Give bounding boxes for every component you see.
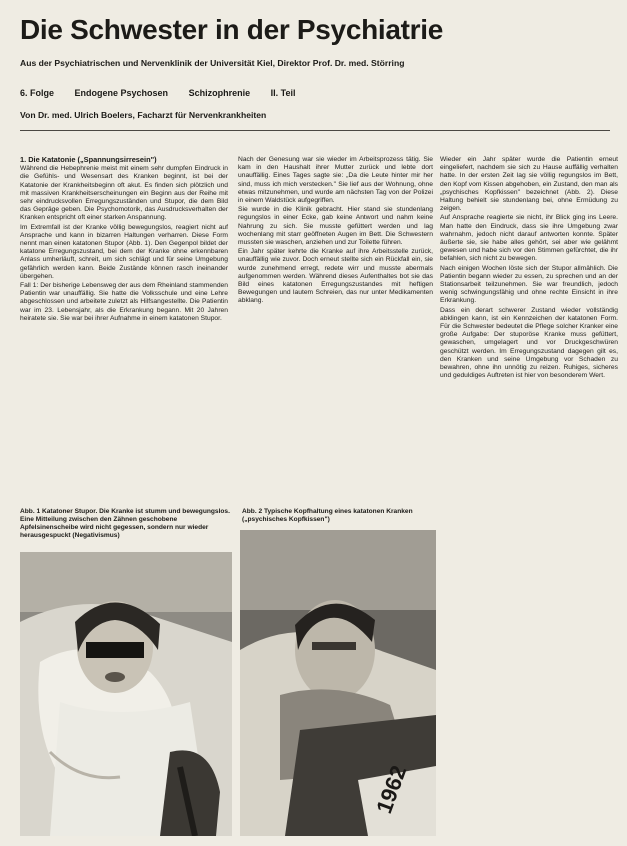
blanket-number-text: 1962 bbox=[371, 762, 412, 817]
figure-1-photo-image bbox=[20, 552, 232, 836]
figure-1-photo bbox=[20, 552, 232, 836]
series-subtopic: Schizophrenie bbox=[188, 88, 251, 98]
section-heading: 1. Die Katatonie („Spannungsirresein") bbox=[20, 156, 157, 164]
article-title: Die Schwester in der Psychiatrie bbox=[20, 14, 444, 45]
text-column-3 bbox=[440, 156, 618, 846]
figure-2-photo-image bbox=[240, 530, 436, 836]
figure-2-photo bbox=[240, 530, 436, 836]
series-line bbox=[20, 88, 620, 98]
series-topic: Endogene Psychosen bbox=[74, 88, 169, 98]
paragraph: Während die Hebephrenie meist mit einem sehr dumpfen Eindruck in die Gefühls- und Wesensart des Kranken beginnt, ist bei der Katatonie der Krankheitsbeginn oft akut. Es finden sich plötzlich und mit massiven Krankheitserscheinungen ein Beginn aus der Reihe mit sehr eindrucksvollen Erregungszuständen und Stupor, die dem Bild das Gepräge geben. Die Psychomotorik, das Ausdrucksverhalten der Kranken entspricht oft einer starken Anspannung. bbox=[20, 165, 228, 222]
paragraph: Ein Jahr später kehrte die Kranke auf ihre Arbeitsstelle zurück, unauffällig wie zuvor. Doch erneut stellte sich ein Rückfall ein, sie wurde zunehmend erregt, redete wirr und musste abermals aufgenommen werden. Während dieses Aufenthaltes bot sie das Bild eines katatonen Erregungszustandes mit heftigen Bewegungen und lautem Schreien, das nur unter Medikamenten abklang. bbox=[238, 248, 433, 305]
author-line: Von Dr. med. Ulrich Boelers, Facharzt für Nervenkrankheiten bbox=[20, 110, 267, 120]
header-rule bbox=[20, 130, 610, 131]
paragraph: Nach der Genesung war sie wieder im Arbeitsprozess tätig. Sie kam in den Haushalt ihrer Mutter zurück und lebte dort unauffällig. Eines Tages sagte sie: „Da die Leute hinter mir her sind, muss ich mich verstecken." Sie lief aus der Wohnung, ohne etwas mitzunehmen, und wurde am nächsten Tag von der Polizei in einem Waldstück aufgegriffen. bbox=[238, 156, 433, 205]
figure-2-caption: Abb. 2 Typische Kopfhaltung eines katatonen Kranken („psychisches Kopfkissen") bbox=[242, 508, 413, 523]
series-installment: II. Teil bbox=[270, 88, 296, 98]
text-column-2 bbox=[238, 156, 433, 474]
series-part: 6. Folge bbox=[20, 88, 55, 98]
paragraph: Im Extremfall ist der Kranke völlig bewegungslos, reagiert nicht auf Ansprache und kann in bizarren Haltungen verharren. Diese Form nennt man einen katatonen Stupor (Abb. 1). Den Gegenpol bildet der katatone Erregungszustand, bei dem der Kranke ohne erkennbaren Anlass umherläuft, schreit, um sich schlägt und für seine Umgebung gefährlich werden kann. Beide Zustände können rasch ineinander übergehen. bbox=[20, 223, 228, 280]
text-column-1 bbox=[20, 156, 228, 496]
figure-1-caption: Abb. 1 Katatoner Stupor. Die Kranke ist stumm und bewegungslos. Eine Mitteilung zwischen den Zähnen geschobene Apfelsinenscheibe wird nicht gegessen, sondern nur wieder herausgespuckt (Negativismus) bbox=[20, 508, 230, 539]
article-subtitle: Aus der Psychiatrischen und Nervenklinik der Universität Kiel, Direktor Prof. Dr. med. Störring bbox=[20, 58, 405, 68]
paragraph: Wieder ein Jahr später wurde die Patientin erneut eingeliefert, nachdem sie sich zu Hause auffällig verhalten hatte. In der ersten Zeit lag sie völlig regungslos im Bett, den Kopf vom Kissen abgehoben, ein Zustand, den man als „psychisches Kopfkissen" bezeichnet (Abb. 2). Diese Haltung behielt sie stundenlang bei, ohne Ermüdung zu zeigen. bbox=[440, 156, 618, 213]
paragraph: Dass ein derart schwerer Zustand wieder vollständig abklingen kann, ist ein Kennzeichen der katatonen Form. Für die Schwester bedeutet die Pflege solcher Kranker eine große Aufgabe: Der stuporöse Kranke muss gefüttert, gewaschen, umgelagert und vor Druckgeschwüren geschützt werden. Im Erregungszustand dagegen gilt es, den Kranken und seine Umgebung vor Schaden zu bewahren, ohne ihn unnötig zu reizen. Ruhiges, sicheres und geduldiges Auftreten ist hier von besonderem Wert. bbox=[440, 306, 618, 380]
paragraph: Auf Ansprache reagierte sie nicht, ihr Blick ging ins Leere. Man hatte den Eindruck, dass sie ihre Umgebung zwar wahrnahm, jedoch nicht darauf antworten konnte. Später äußerte sie, sie habe alles gehört, sei aber wie gelähmt gewesen und habe sich vor den Stimmen gefürchtet, die ihr befahlen, sich nicht zu bewegen. bbox=[440, 214, 618, 263]
paragraph: Sie wurde in die Klinik gebracht. Hier stand sie stundenlang regungslos in einer Ecke, gab keine Antwort und nahm keine Nahrung zu sich. Sie musste gefüttert werden und lag wochenlang mit starr geöffneten Augen im Bett. Die Schwestern mussten sie waschen, anziehen und zur Toilette führen. bbox=[238, 206, 433, 247]
paragraph: Nach einigen Wochen löste sich der Stupor allmählich. Die Patientin begann wieder zu essen, zu sprechen und an der Stationsarbeit teilzunehmen. Sie war freundlich, jedoch wenig schwingungsfähig und ohne rechte Einsicht in ihre Erkrankung. bbox=[440, 264, 618, 305]
paragraph: Fall 1: Der bisherige Lebensweg der aus dem Rheinland stammenden Patientin war unauffällig. Sie hatte die Volksschule und eine Lehre abgeschlossen und arbeitete zuletzt als Hilfsangestellte. Die Patientin war im 23. Lebensjahr, als die Erkrankung begann. Mit 20 Jahren heiratete sie. Sie war bei ihrer Aufnahme in einem katatonen Stupor. bbox=[20, 282, 228, 322]
